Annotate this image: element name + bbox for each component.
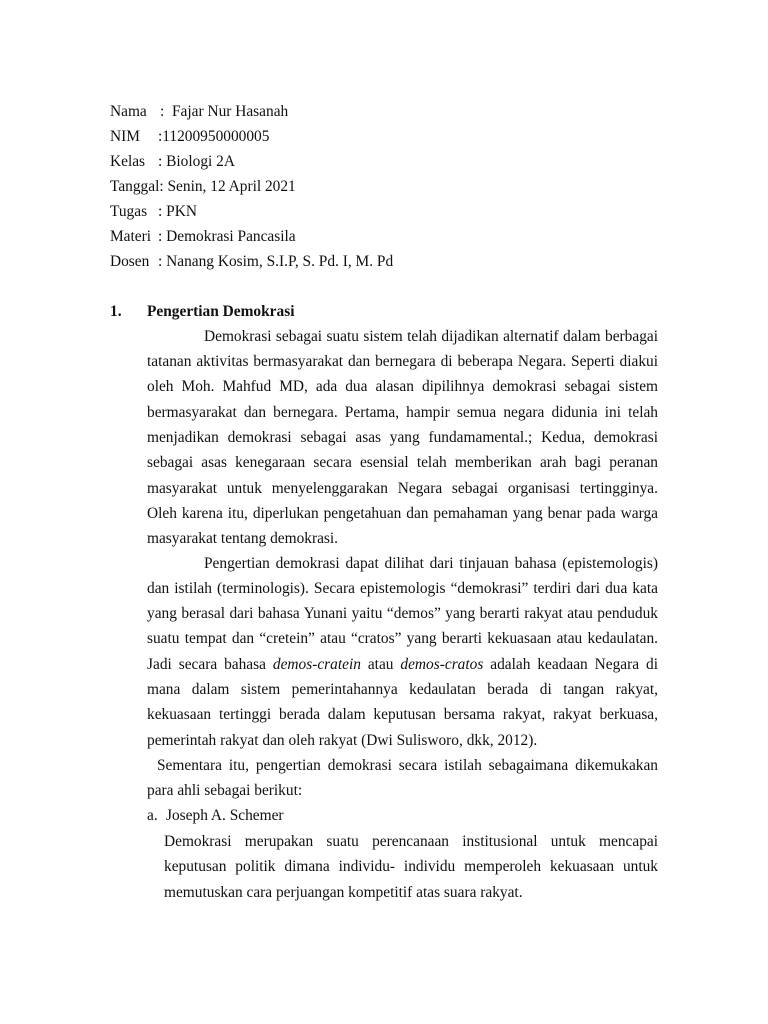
info-sep: : [158,128,163,145]
info-tanggal [110,178,296,196]
paragraph-1-line: sebagai asas kenegaraan secara esensial telah memberikan arah bagi peranan [147,454,658,471]
paragraph-1-line: tatanan aktivitas bermasyarakat dan bernegara di beberapa Negara. Seperti diakui [147,353,658,370]
info-label: NIM [110,128,140,145]
paragraph-1-line: menjadikan demokrasi sebagai asas yang fundamamental.; Kedua, demokrasi [147,429,658,446]
info-label: Kelas [110,153,146,170]
paragraph-2-line: suatu tempat dan “cretein” atau “cratos” yang berarti kekuasaan atau kedaulatan. [147,630,658,647]
info-sep: : [159,178,164,195]
info-value: 11200950000005 [162,128,270,145]
info-value: PKN [166,203,197,220]
info-materi [110,228,296,246]
paragraph-2-line: pemerintah rakyat dan oleh rakyat (Dwi Sulisworo, dkk, 2012). [147,732,538,749]
info-label: Materi [110,228,152,245]
info-label: Dosen [110,253,150,270]
info-nim [110,128,269,146]
info-kelas [110,153,235,171]
info-value: Biologi 2A [166,153,235,170]
info-label: Nama [110,103,147,120]
paragraph-2-line: kekuasaan tertinggi berada dalam keputusan bersama rakyat, rakyat berkuasa, [147,706,658,723]
list-item-text-line: keputusan politik dimana individu- individu memperoleh kekuasaan untuk [164,858,658,875]
info-name [110,103,288,121]
section-title: Pengertian Demokrasi [147,303,295,320]
paragraph-3-line: Sementara itu, pengertian demokrasi secara istilah sebagaimana dikemukakan [157,757,658,774]
paragraph-1-line: Oleh karena itu, diperlukan pengetahuan dan pemahaman yang benar pada warga [147,505,658,522]
info-value: Demokrasi Pancasila [166,228,296,245]
info-dosen [110,253,393,271]
info-sep: : [160,103,165,120]
info-label: Tugas [110,203,148,220]
paragraph-2-line: Pengertian demokrasi dapat dilihat dari tinjauan bahasa (epistemologis) [204,555,658,572]
info-sep: : [158,228,163,245]
info-value: Senin, 12 April 2021 [167,178,296,195]
paragraph-3-line: para ahli sebagai berikut: [147,782,303,799]
paragraph-2-line: mana dalam sistem pemerintahannya kedaulatan berada di tangan rakyat, [147,681,658,698]
info-label: Tanggal [110,178,160,195]
list-item-text-line: memutuskan cara perjuangan kompetitif atas suara rakyat. [164,884,523,901]
info-sep: : [158,153,163,170]
paragraph-2-line: Jadi secara bahasa demos-cratein atau demos-cratos adalah keadaan Negara di [147,656,658,673]
paragraph-2-line: yang berasal dari bahasa Yunani yaitu “demos” yang berarti rakyat atau penduduk [147,605,658,622]
paragraph-1-line: Demokrasi sebagai suatu sistem telah dijadikan alternatif dalam berbagai [204,328,658,345]
info-value: Nanang Kosim, S.I.P, S. Pd. I, M. Pd [166,253,394,270]
list-marker-a: a. [147,807,158,824]
list-item-text-line: Demokrasi merupakan suatu perencanaan institusional untuk mencapai [164,833,658,850]
info-value: Fajar Nur Hasanah [168,103,289,120]
info-tugas [110,203,197,221]
info-sep: : [158,253,163,270]
paragraph-1-line: masyarakat tentang demokrasi. [147,530,339,547]
info-sep: : [158,203,163,220]
paragraph-1-line: bermasyarakat dan bernegara. Pertama, hampir semua negara didunia ini telah [147,404,658,421]
paragraph-1-line: masyarakat untuk menyelenggarakan Negara sebagai organisasi tertingginya. [147,480,658,497]
paragraph-1-line: oleh Moh. Mahfud MD, ada dua alasan dipilihnya demokrasi sebagai sistem [147,378,658,395]
section-number: 1. [110,303,122,320]
list-item-name: Joseph A. Schemer [166,807,284,824]
paragraph-2-line: dan istilah (terminologis). Secara epistemologis “demokrasi” terdiri dari dua kata [147,580,658,597]
